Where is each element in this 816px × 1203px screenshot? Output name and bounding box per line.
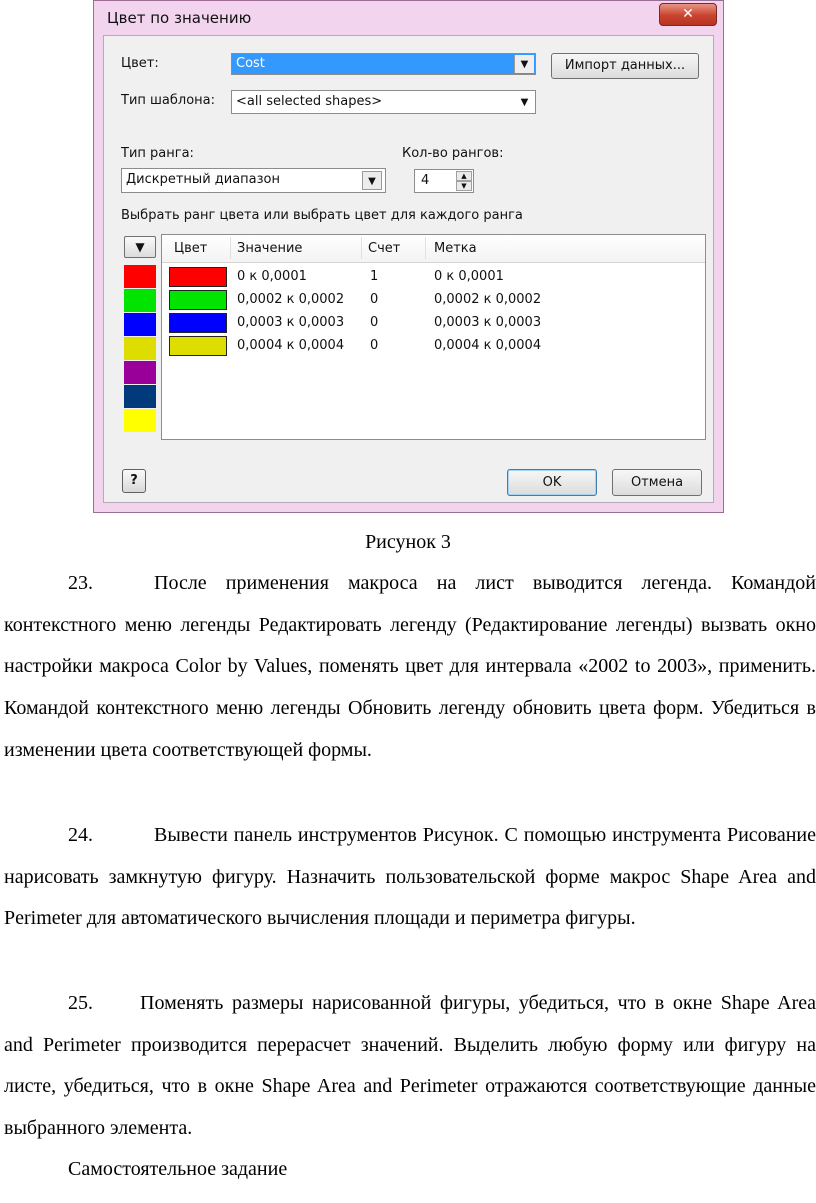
column-header-count[interactable]: Счет (368, 241, 401, 256)
dialog-titlebar[interactable] (94, 1, 723, 35)
section-heading: Самостоятельное задание (68, 1158, 288, 1180)
column-header-label[interactable]: Метка (434, 241, 477, 256)
range-count-label: Кол-во рангов: (402, 146, 504, 161)
row-value: 0,0002 к 0,0002 (237, 292, 345, 307)
column-header-color[interactable]: Цвет (174, 241, 208, 256)
grid-header (162, 235, 705, 263)
row-color-swatch[interactable] (169, 336, 227, 356)
row-color-swatch[interactable] (169, 290, 227, 310)
import-data-button[interactable]: Импорт данных... (551, 53, 699, 79)
paragraph-text: После применения макроса на лист выводится легенда. Командой контекстного меню легенды Редактировать легенду (Редактирование легенды) вызвать окно настройки макроса Color by Values, поменять цвет для интервала «2002 to 2003», применить. Командой контекстного меню легенды Обновить легенду обновить цвета форм. Убедиться в изменении цвета соответствующей формы. (4, 572, 816, 761)
dialog-client (103, 35, 714, 503)
palette-swatch[interactable] (124, 337, 156, 360)
header-divider (425, 237, 426, 259)
palette-swatch[interactable] (124, 265, 156, 288)
paragraph-number: 25. (68, 992, 93, 1014)
header-divider (361, 237, 362, 259)
palette-swatch[interactable] (124, 361, 156, 384)
paragraph-number: 23. (68, 572, 93, 594)
spin-up-icon[interactable]: ▲ (456, 171, 472, 181)
header-divider (230, 237, 231, 259)
palette-swatch[interactable] (124, 313, 156, 336)
paragraph-number: 24. (68, 824, 93, 846)
range-type-value: Дискретный диапазон (126, 172, 281, 187)
help-button[interactable] (122, 469, 146, 493)
color-combo-value: Cost (236, 56, 265, 71)
chevron-down-icon[interactable]: ▼ (520, 97, 529, 108)
paragraph-text: Вывести панель инструментов Рисунок. С помощью инструмента Рисование нарисовать замкнутую фигуру. Назначить пользовательской форме макрос Shape Area and Perimeter для автоматического вычисления площади и периметра фигуры. (4, 824, 816, 930)
row-value: 0,0004 к 0,0004 (237, 338, 345, 353)
color-combo[interactable] (231, 53, 536, 75)
figure-caption: Рисунок 3 (365, 531, 451, 553)
row-value: 0 к 0,0001 (237, 269, 307, 284)
help-icon: ? (130, 473, 138, 488)
row-count: 0 (370, 292, 379, 307)
template-type-value: <all selected shapes> (236, 94, 383, 109)
range-type-label: Тип ранга: (121, 146, 194, 161)
row-color-swatch[interactable] (169, 313, 227, 333)
palette-swatch[interactable] (124, 289, 156, 312)
template-type-label: Тип шаблона: (121, 93, 216, 108)
range-count-spinner[interactable] (414, 169, 474, 193)
chevron-down-icon: ▼ (135, 240, 145, 254)
paragraph-23 (4, 563, 816, 772)
row-label: 0,0004 к 0,0004 (434, 338, 542, 353)
chevron-down-icon[interactable]: ▼ (514, 55, 534, 73)
row-color-swatch[interactable] (169, 267, 227, 287)
spin-down-icon[interactable]: ▼ (456, 181, 472, 191)
column-header-value[interactable]: Значение (237, 241, 303, 256)
palette-swatch[interactable] (124, 385, 156, 408)
row-label: 0 к 0,0001 (434, 269, 504, 284)
dialog-title: Цвет по значению (107, 9, 252, 27)
paragraph-text: Поменять размеры нарисованной фигуры, убедиться, что в окне Shape Area and Perimeter производится перерасчет значений. Выделить любую форму или фигуру на листе, убедиться, что в окне Shape Area and Perimeter отражаются соответствующие данные выбранного элемента. (4, 992, 816, 1140)
palette-instruction: Выбрать ранг цвета или выбрать цвет для каждого ранга (121, 208, 523, 223)
table-row[interactable] (162, 312, 705, 335)
table-row[interactable] (162, 266, 705, 289)
row-count: 1 (370, 269, 379, 284)
row-value: 0,0003 к 0,0003 (237, 315, 345, 330)
paragraph-24 (4, 815, 816, 940)
template-type-combo[interactable] (231, 90, 536, 114)
ranges-grid[interactable] (161, 234, 706, 440)
color-by-value-dialog (93, 0, 724, 513)
color-label: Цвет: (121, 56, 159, 71)
row-label: 0,0002 к 0,0002 (434, 292, 542, 307)
row-label: 0,0003 к 0,0003 (434, 315, 542, 330)
ok-button[interactable]: OK (507, 469, 597, 496)
close-button[interactable] (659, 3, 717, 26)
palette-swatch[interactable] (124, 409, 156, 432)
range-type-combo[interactable] (121, 168, 386, 193)
palette-dropdown-button[interactable] (124, 236, 156, 258)
paragraph-25 (4, 983, 816, 1150)
chevron-down-icon[interactable]: ▼ (362, 171, 382, 190)
table-row[interactable] (162, 335, 705, 358)
range-count-value: 4 (421, 173, 430, 188)
cancel-button[interactable]: Отмена (612, 469, 702, 496)
table-row[interactable] (162, 289, 705, 312)
row-count: 0 (370, 338, 379, 353)
close-icon: ✕ (682, 6, 694, 22)
row-count: 0 (370, 315, 379, 330)
